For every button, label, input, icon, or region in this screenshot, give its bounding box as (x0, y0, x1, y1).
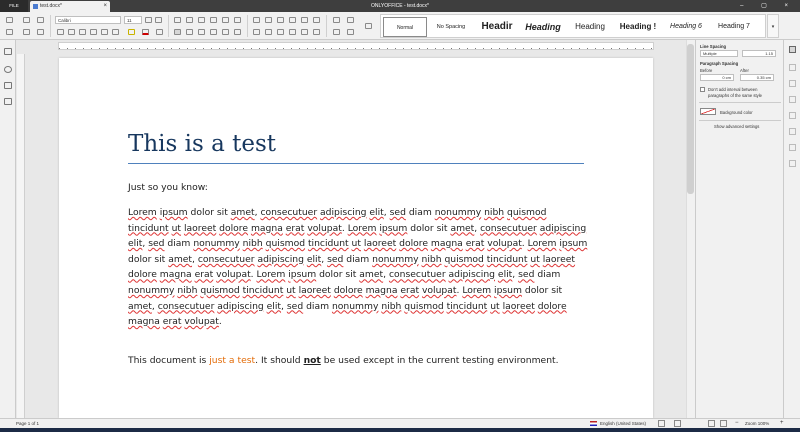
track-changes-icon[interactable] (674, 420, 681, 427)
spacing-after-input[interactable]: 0.35 cm (740, 74, 774, 81)
case-icon[interactable] (156, 29, 163, 35)
heading-underline-rule (128, 163, 584, 164)
text-run: , (254, 207, 261, 218)
title-bar (0, 0, 800, 12)
panel-divider (699, 120, 781, 121)
insert-image-icon[interactable] (265, 17, 272, 23)
cut-icon[interactable] (37, 17, 44, 23)
style-heading-2[interactable]: Headinɡ (525, 22, 561, 32)
misspelled-word: Lorem (128, 207, 157, 218)
mail-merge-icon[interactable] (365, 23, 372, 29)
app-title: ONLYOFFICE - test.docx* (371, 3, 429, 9)
paragraph-settings-icon[interactable] (789, 46, 796, 53)
toolbar-separator (326, 15, 327, 37)
text-run: . (521, 238, 528, 250)
closing-paragraph[interactable] (128, 353, 588, 369)
misspelled-word: volupat (487, 238, 522, 250)
misspelled-word: elit (266, 300, 282, 312)
misspelled-word: elit (497, 269, 513, 281)
misspelled-word: magna (365, 284, 398, 296)
misspelled-word: adipiscing (320, 207, 367, 218)
misspelled-word: volupat (421, 284, 457, 296)
background-color-swatch[interactable] (700, 108, 716, 115)
style-gallery (380, 14, 766, 38)
misspelled-word: tincidunt (446, 300, 488, 312)
language-selector[interactable]: English (United States) (600, 421, 647, 426)
subscript-icon[interactable] (112, 29, 119, 35)
toolbar-separator (168, 15, 169, 37)
misspelled-word: amet (128, 300, 152, 312)
document-tab[interactable] (30, 1, 110, 12)
misspelled-word: ipsum (159, 207, 188, 218)
misspelled-word: ut (171, 222, 182, 234)
misspelled-word: erat (162, 316, 182, 328)
window-controls[interactable]: – ▢ × (740, 3, 796, 9)
line-spacing-icon[interactable] (234, 17, 241, 23)
text-run: . (250, 269, 257, 281)
misspelled-word: magna (128, 316, 160, 328)
zoom-out-icon[interactable]: − (735, 420, 739, 426)
page-size-icon[interactable] (289, 29, 296, 35)
table-settings-icon[interactable] (789, 64, 796, 71)
misspelled-word: amet (168, 253, 193, 265)
misspelled-word: laoreet (298, 284, 331, 296)
misspelled-word: dolore (399, 238, 428, 250)
misspelled-word: nonummy (128, 284, 175, 296)
misspelled-word: laoreet (542, 253, 576, 265)
chart-settings-icon[interactable] (789, 128, 796, 135)
style-gallery-expand-icon[interactable]: ▾ (767, 14, 779, 38)
text-run: . (456, 284, 463, 296)
text-run: diam (405, 207, 435, 218)
text-run: , (281, 300, 287, 312)
misspelled-word: quismod (404, 300, 444, 312)
misspelled-word: nibh (421, 253, 442, 265)
misspelled-word: dolore (128, 269, 157, 281)
misspelled-word: consecutuer (260, 207, 318, 218)
insert-shape-icon[interactable] (289, 17, 296, 23)
clear-style-icon[interactable] (347, 29, 354, 35)
misspelled-word: ut (286, 284, 296, 296)
style-no-spacing[interactable]: No Spacing (436, 24, 466, 30)
misspelled-word: Lorem (527, 238, 557, 250)
misspelled-word: amet (230, 207, 255, 218)
print-icon[interactable] (6, 17, 13, 23)
misspelled-word: amet (359, 269, 384, 281)
font-name-combo[interactable]: Calibri (55, 16, 121, 24)
line-spacing-label: Line Spacing (700, 44, 727, 49)
misspelled-word: elit (306, 253, 322, 265)
misspelled-word: laoreet (183, 222, 217, 234)
misspelled-word: volupat (307, 222, 342, 234)
misspelled-word: amet (450, 222, 475, 234)
bullet-list-icon[interactable] (174, 17, 181, 23)
misspelled-word: dolore (219, 222, 249, 234)
os-taskbar (0, 428, 800, 432)
horizontal-ruler[interactable] (58, 42, 654, 50)
style-heading-4[interactable]: Heading ! (619, 22, 657, 31)
misspelled-word: laoreet (363, 238, 397, 250)
justify-icon[interactable] (210, 29, 217, 35)
fit-page-icon[interactable] (708, 420, 715, 427)
spellcheck-icon[interactable] (658, 420, 665, 427)
text-run: dolor sit (128, 253, 169, 265)
highlight-icon[interactable] (128, 29, 135, 35)
misspelled-word: consecutuer (157, 300, 215, 312)
line-spacing-value-input[interactable]: 1.15 (742, 50, 776, 57)
text-run: , (321, 253, 328, 265)
misspelled-word: ipsum (379, 222, 408, 234)
misspelled-word: ut (351, 238, 361, 250)
columns-icon[interactable] (265, 29, 272, 35)
show-advanced-settings-link[interactable]: Show advanced settings (714, 124, 760, 129)
misspelled-word: ipsum (288, 269, 317, 281)
flag-icon (590, 421, 597, 426)
misspelled-word: Lorem (347, 222, 377, 234)
page-indicator[interactable]: Page 1 of 1 (16, 421, 40, 426)
align-center-icon[interactable] (186, 29, 193, 35)
misspelled-word: erat (400, 284, 420, 296)
misspelled-word: nonummy (193, 238, 240, 250)
image-settings-icon[interactable] (789, 80, 796, 87)
text-run: dolor sit (316, 269, 360, 281)
header-footer-icon[interactable] (253, 29, 260, 35)
increase-indent-icon[interactable] (222, 17, 229, 23)
misspelled-word: nibh (177, 284, 198, 296)
misspelled-word: sed (389, 207, 406, 218)
font-color-icon[interactable] (142, 29, 149, 35)
decrease-font-icon[interactable] (155, 17, 162, 23)
dont-add-interval-label-1: Don't add interval between (708, 87, 758, 92)
emphasis-not: not (303, 355, 321, 366)
text-run: dolor sit (407, 222, 451, 234)
insert-textbox-icon[interactable] (301, 17, 308, 23)
style-heading-7[interactable]: Heading 7 (718, 23, 750, 30)
document-outline-icon[interactable] (4, 48, 12, 55)
paragraph-spacing-label: Paragraph Spacing (700, 61, 739, 66)
equation-icon[interactable] (313, 29, 320, 35)
text-run: diam (343, 253, 373, 265)
signature-settings-icon[interactable] (789, 160, 796, 167)
after-label: After (740, 68, 749, 73)
misspelled-word: tincidunt (307, 238, 349, 250)
text-run: , (383, 269, 389, 281)
text-run: , (142, 238, 149, 250)
copy-icon[interactable] (23, 17, 30, 23)
misspelled-word: adipiscing (539, 222, 587, 234)
text-run: , (151, 300, 158, 312)
copy-style-icon[interactable] (333, 29, 340, 35)
misspelled-word: sed (286, 300, 304, 312)
dont-add-interval-checkbox[interactable] (700, 87, 705, 92)
misspelled-word: ut (490, 300, 500, 312)
misspelled-word: quismod (200, 284, 240, 296)
text-run: . (218, 316, 222, 328)
right-sidebar (783, 40, 800, 418)
misspelled-word: magna (250, 222, 283, 234)
comments-icon[interactable] (4, 82, 12, 89)
close-tab-icon[interactable]: × (103, 3, 107, 9)
multilevel-list-icon[interactable] (198, 17, 205, 23)
misspelled-word: volupat (184, 316, 219, 328)
superscript-icon[interactable] (101, 29, 108, 35)
misspelled-word: nonummy (434, 207, 482, 218)
increase-font-icon[interactable] (145, 17, 152, 23)
save-icon[interactable] (6, 29, 13, 35)
italic-icon[interactable] (68, 29, 75, 35)
text-run: dolor sit (187, 207, 231, 218)
line-spacing-mode-select[interactable]: Multiple (700, 50, 738, 57)
comment-icon[interactable] (347, 17, 354, 23)
misspelled-word: tincidunt (242, 284, 284, 296)
misspelled-word: consecutuer (480, 222, 537, 234)
misspelled-word: adipiscing (257, 253, 304, 265)
left-sidebar (0, 40, 16, 418)
feedback-icon[interactable] (4, 98, 12, 105)
hyperlink-icon[interactable] (333, 17, 340, 23)
text-run: , (383, 207, 390, 218)
style-heading-1[interactable]: Headir (481, 21, 513, 32)
search-icon[interactable] (4, 66, 12, 73)
text-run: , (512, 269, 519, 281)
page-orientation-icon[interactable] (277, 29, 284, 35)
misspelled-word: Lorem (462, 284, 492, 296)
misspelled-word: nibh (381, 300, 402, 312)
highlighted-text: just a test (209, 355, 256, 366)
misspelled-word: sed (518, 269, 535, 281)
vertical-ruler (17, 54, 25, 418)
margins-icon[interactable] (301, 29, 308, 35)
misspelled-word: Lorem (256, 269, 286, 281)
misspelled-word: laoreet (502, 300, 535, 312)
misspelled-word: consecutuer (388, 269, 446, 281)
text-run: dolor sit (521, 284, 563, 296)
toolbar-separator (247, 15, 248, 37)
spacing-before-input[interactable]: 0 cm (700, 74, 734, 81)
intro-paragraph[interactable]: Just so you know: (128, 182, 208, 193)
align-right-icon[interactable] (198, 29, 205, 35)
paragraph-settings-panel (695, 40, 783, 418)
misspelled-word: dolore (537, 300, 567, 312)
misspelled-word: sed (148, 238, 165, 250)
closing-text-1: This document is (128, 355, 210, 366)
toolbar-separator (50, 15, 51, 37)
file-menu-button[interactable]: FILE (0, 0, 28, 12)
misspelled-word: consecutuer (197, 253, 255, 265)
scrollbar-thumb[interactable] (687, 44, 694, 194)
misspelled-word: ipsum (559, 238, 588, 250)
document-icon (33, 4, 38, 9)
style-heading-6[interactable]: Heading 6 (670, 23, 702, 30)
shading-icon[interactable] (222, 29, 229, 35)
misspelled-word: adipiscing (448, 269, 495, 281)
insert-chart-icon[interactable] (277, 17, 284, 23)
text-run: . (341, 222, 348, 234)
misspelled-word: tincidunt (128, 222, 169, 234)
zoom-level[interactable]: Zoom 100% (745, 421, 770, 426)
text-run: diam (164, 238, 194, 250)
closing-text-3: be used except in the current testing environment. (320, 355, 559, 366)
text-run: , (192, 253, 198, 265)
page-break-icon[interactable] (313, 17, 320, 23)
document-tab-label: test.docx* (40, 3, 62, 9)
font-size-combo[interactable]: 11 (124, 16, 142, 24)
misspelled-word: nonummy (372, 253, 419, 265)
misspelled-word: dolore (333, 284, 363, 296)
misspelled-word: quismod (265, 238, 306, 250)
shape-settings-icon[interactable] (789, 112, 796, 119)
misspelled-word: nonummy (331, 300, 379, 312)
misspelled-word: elit (128, 238, 143, 250)
align-left-icon[interactable] (174, 29, 181, 35)
misspelled-word: magna (430, 238, 463, 250)
zoom-in-icon[interactable]: + (780, 420, 784, 426)
document-heading[interactable]: This is a test (128, 131, 277, 157)
header-footer-settings-icon[interactable] (789, 96, 796, 103)
paste-icon[interactable] (23, 29, 30, 35)
numbered-list-icon[interactable] (186, 17, 193, 23)
insert-table-icon[interactable] (253, 17, 260, 23)
fit-width-icon[interactable] (720, 420, 727, 427)
lorem-paragraph[interactable] (128, 205, 588, 330)
misspelled-word: ipsum (494, 284, 522, 296)
status-bar (0, 418, 800, 428)
textart-settings-icon[interactable] (789, 144, 796, 151)
misspelled-word: sed (327, 253, 344, 265)
misspelled-word: magna (159, 269, 192, 281)
closing-text-2: . It should (255, 355, 304, 366)
text-run: , (474, 222, 481, 234)
misspelled-word: volupat (216, 269, 251, 281)
misspelled-word: ut (530, 253, 540, 265)
misspelled-word: erat (465, 238, 485, 250)
before-label: Before (700, 68, 713, 73)
redo-icon[interactable] (37, 29, 44, 35)
style-heading-3[interactable]: Heading (575, 22, 605, 31)
style-normal[interactable]: Normal (383, 17, 427, 37)
misspelled-word: quismod (444, 253, 484, 265)
strikethrough-icon[interactable] (90, 29, 97, 35)
misspelled-word: erat (194, 269, 214, 281)
underline-icon[interactable] (79, 29, 86, 35)
misspelled-word: erat (285, 222, 305, 234)
misspelled-word: elit (369, 207, 384, 218)
panel-divider (699, 102, 781, 103)
text-run: diam (534, 269, 561, 281)
decrease-indent-icon[interactable] (210, 17, 217, 23)
dont-add-interval-label-2: paragraphs of the same style (708, 93, 763, 98)
text-run: diam (303, 300, 332, 312)
misspelled-word: adipiscing (217, 300, 264, 312)
misspelled-word: tincidunt (486, 253, 528, 265)
misspelled-word: nibh (242, 238, 263, 250)
misspelled-word: quismod (507, 207, 547, 218)
bold-icon[interactable] (57, 29, 64, 35)
background-color-label: Background color (720, 110, 753, 115)
misspelled-word: nibh (484, 207, 505, 218)
pilcrow-icon[interactable] (234, 29, 241, 35)
